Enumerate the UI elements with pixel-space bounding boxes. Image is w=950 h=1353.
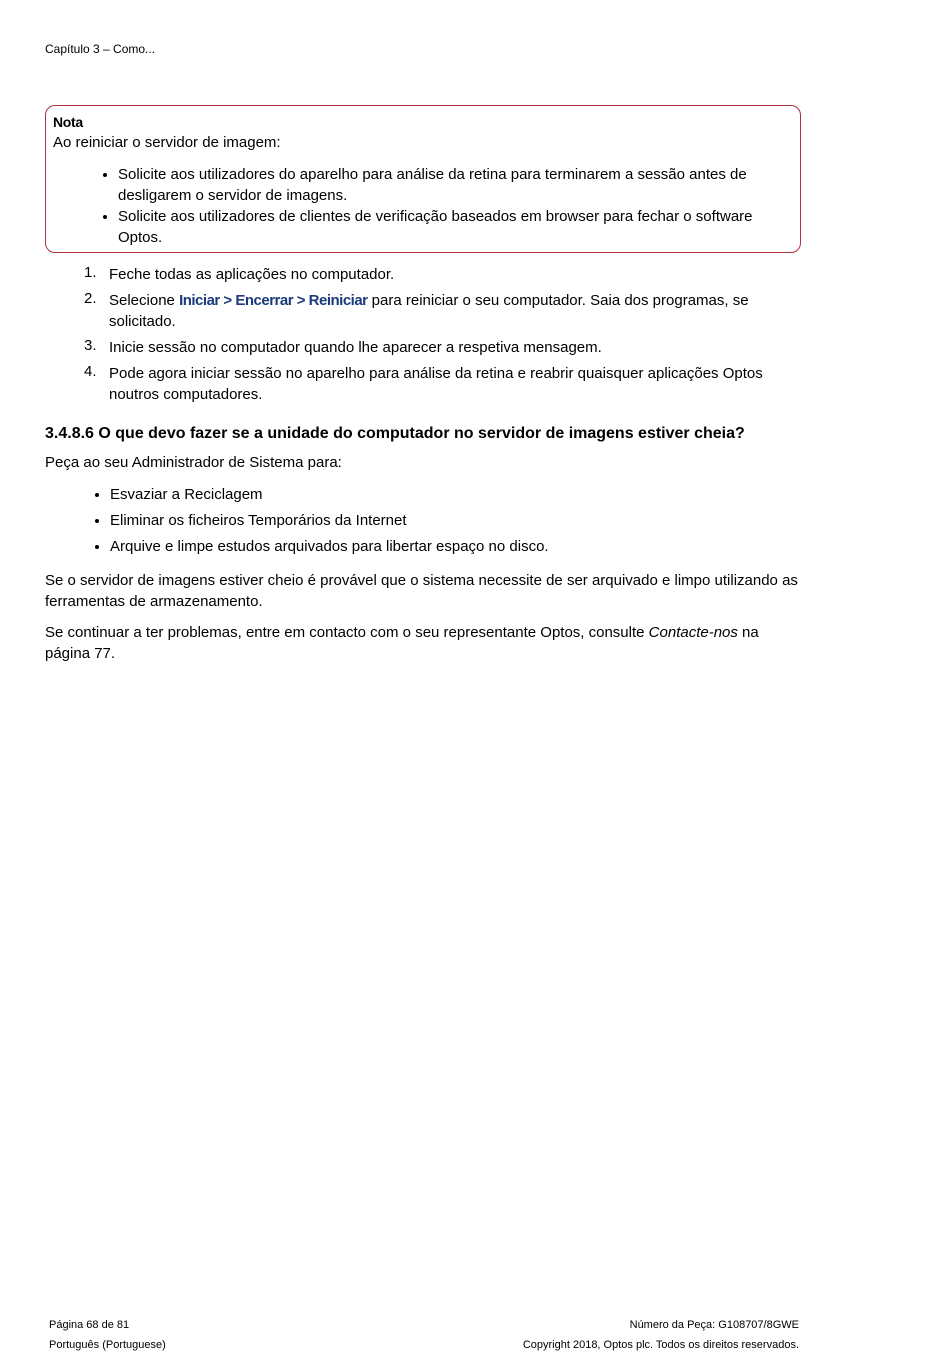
chapter-header: Capítulo 3 – Como... <box>45 42 156 56</box>
bullet-item: • Arquive e limpe estudos arquivados para libertar espaço no disco. <box>110 536 870 557</box>
gui-menu-path: Iniciar > Encerrar > Reiniciar <box>179 292 368 309</box>
section-bullet-list <box>45 484 870 562</box>
step-number: 1. <box>84 264 97 281</box>
footer-part-number: Número da Peça: G108707/8GWE <box>629 1319 799 1331</box>
step-number: 3. <box>84 337 97 354</box>
step-text: Feche todas as aplicações no computador. <box>109 266 395 283</box>
footer-page-number: Página 68 de 81 <box>49 1319 130 1331</box>
footer-copyright: Copyright 2018, Optos plc. Todos os direitos reservados. <box>522 1339 799 1351</box>
step-item <box>45 264 805 285</box>
note-box <box>45 105 801 253</box>
section-heading: 3.4.8.6 O que devo fazer se a unidade do computador no servidor de imagens estiver cheia? <box>45 425 745 442</box>
note-item: • Solicite aos utilizadores do aparelho para análise da retina para terminarem a sessão antes de desligarem o servidor de imagens. <box>118 164 792 206</box>
footer-language: Português (Portuguese) <box>49 1339 166 1351</box>
contact-text-post: na página 77. <box>45 624 759 662</box>
note-list <box>53 164 792 248</box>
step-text-pre: Selecione <box>109 292 180 309</box>
note-title: Nota <box>53 114 83 130</box>
paragraph-storage: Se o servidor de imagens estiver cheio é provável que o sistema necessite de ser arquivado e limpo utilizando as ferramentas de armazenamento. <box>45 572 798 610</box>
contact-text-pre: Se continuar a ter problemas, entre em contacto com o seu representante Optos, consulte <box>45 624 649 641</box>
step-text-post: para reiniciar o seu computador. Saia dos programas, se solicitado. <box>109 292 749 330</box>
step-item <box>45 363 805 405</box>
contact-link[interactable]: Contacte-nos <box>648 624 738 641</box>
paragraph-contact <box>45 622 805 664</box>
note-intro: Ao reiniciar o servidor de imagem: <box>53 134 281 151</box>
section-intro: Peça ao seu Administrador de Sistema para: <box>45 454 342 471</box>
step-item <box>45 290 805 332</box>
bullet-item: • Eliminar os ficheiros Temporários da Internet <box>110 510 870 531</box>
step-text: Pode agora iniciar sessão no aparelho para análise da retina e reabrir quaisquer aplicações Optos noutros computadores. <box>109 365 763 403</box>
step-number: 2. <box>84 290 97 307</box>
bullet-item: • Esvaziar a Reciclagem <box>110 484 870 505</box>
step-item <box>45 337 805 358</box>
note-item: • Solicite aos utilizadores de clientes de verificação baseados em browser para fechar o software Optos. <box>118 206 792 248</box>
steps-list <box>45 264 805 410</box>
step-text: Inicie sessão no computador quando lhe aparecer a respetiva mensagem. <box>109 339 602 356</box>
step-number: 4. <box>84 363 97 380</box>
